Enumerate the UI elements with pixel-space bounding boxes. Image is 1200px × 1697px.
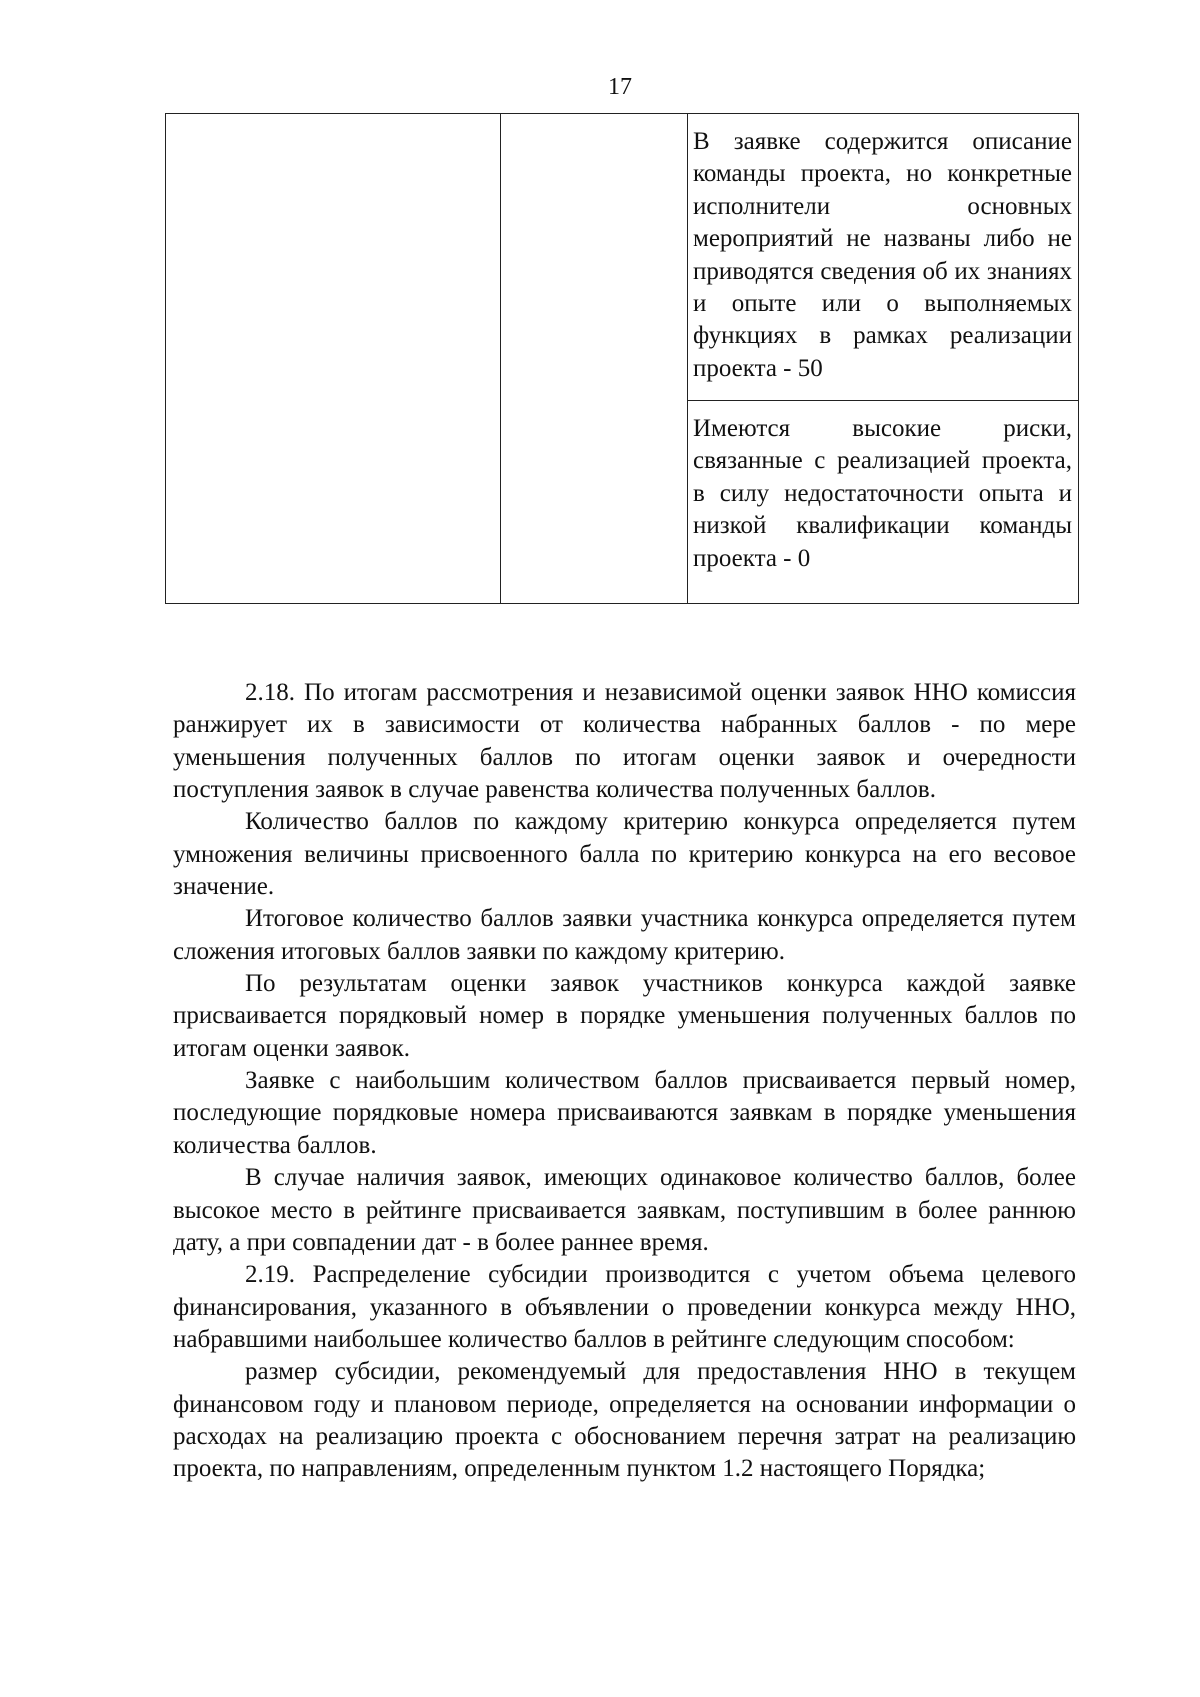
table-cell-weight	[501, 114, 688, 604]
paragraph: Заявке с наибольшим количеством баллов присваивается первый номер, последующие порядковые номера присваиваются заявкам в порядке уменьшения количества баллов.	[173, 1067, 1076, 1159]
page-number: 17	[608, 74, 632, 100]
table-cell-text: В заявке содержится описание команды проекта, но конкретные исполнители основных мероприятий не названы либо не приводятся сведения об их знаниях и опыте или о выполняемых функциях в рамках реализации проекта - 50	[693, 128, 1072, 382]
paragraph: В случае наличия заявок, имеющих одинаковое количество баллов, более высокое место в рейтинге присваивается заявкам, поступившим в более раннюю дату, а при совпадении дат - в более раннее время.	[173, 1164, 1076, 1256]
table-cell-score-description	[688, 401, 1079, 604]
table-cell-score-description	[688, 114, 1079, 401]
table-cell-criterion	[166, 114, 501, 604]
paragraph: Итоговое количество баллов заявки участника конкурса определяется путем сложения итоговых баллов заявки по каждому критерию.	[173, 905, 1076, 965]
paragraph: размер субсидии, рекомендуемый для предоставления ННО в текущем финансовом году и плановом периоде, определяется на основании информации о расходах на реализацию проекта с обоснованием перечня затрат на реализацию проекта, по направлениям, определенным пунктом 1.2 настоящего Порядка;	[173, 1358, 1076, 1483]
criteria-table	[165, 113, 1079, 604]
table-cell-text	[166, 114, 500, 132]
paragraph-2-19: 2.19. Распределение субсидии производится с учетом объема целевого финансирования, указанного в объявлении о проведении конкурса между ННО, набравшими наибольшее количество баллов в рейтинге следующим способом:	[173, 1261, 1076, 1353]
paragraph: По результатам оценки заявок участников конкурса каждой заявке присваивается порядковый номер в порядке уменьшения полученных баллов по итогам оценки заявок.	[173, 970, 1076, 1062]
table-cell-text: Имеются высокие риски, связанные с реализацией проекта, в силу недостаточности опыта и низкой квалификации команды проекта - 0	[693, 415, 1072, 572]
paragraph: Количество баллов по каждому критерию конкурса определяется путем умножения величины присвоенного балла по критерию конкурса на его весовое значение.	[173, 808, 1076, 901]
body-text	[173, 677, 1076, 1486]
paragraph-2-18: 2.18. По итогам рассмотрения и независимой оценки заявок ННО комиссия ранжирует их в зависимости от количества набранных баллов - по мере уменьшения полученных баллов по итогам оценки заявок и очередности поступления заявок в случае равенства количества полученных баллов.	[173, 679, 1076, 804]
table-row	[166, 114, 1079, 401]
table-cell-text	[501, 114, 687, 132]
